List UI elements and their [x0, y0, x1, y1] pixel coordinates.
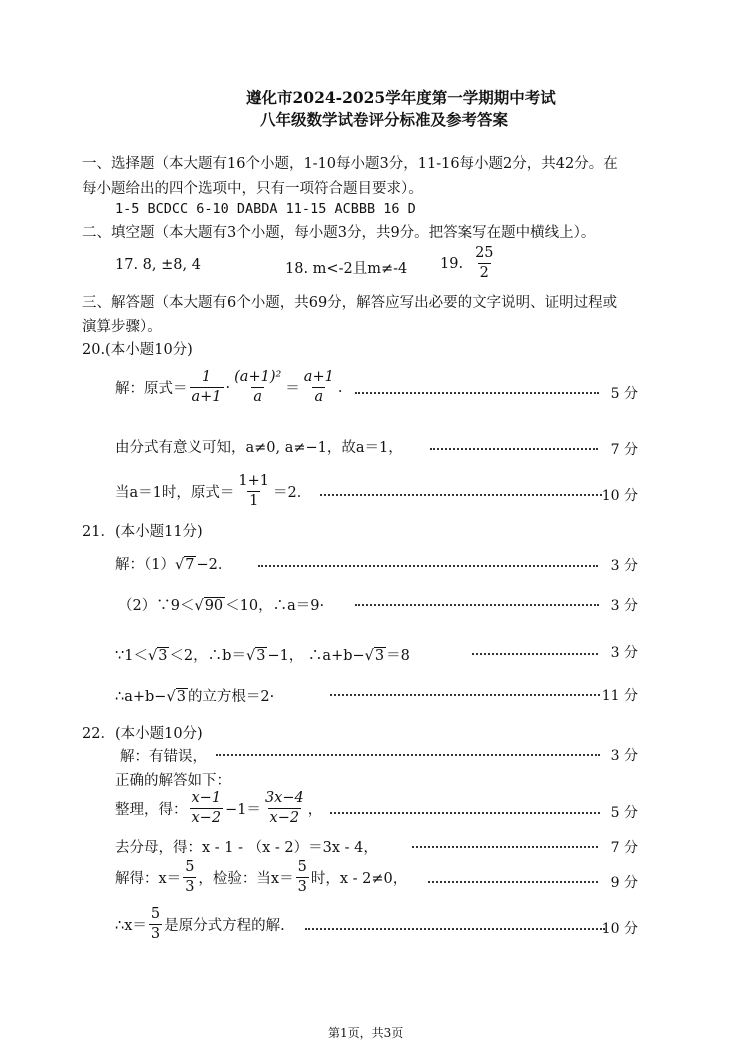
numerator: 1 — [201, 369, 212, 385]
page-subtitle: 八年级数学试卷评分标准及参考答案 — [260, 110, 509, 129]
answer-q17: 17. 8, ±8, 4 — [115, 257, 201, 273]
q21-score3: 3 分 — [610, 645, 638, 661]
q21-line4-a: ∴a+b− — [115, 689, 167, 705]
q22-line5 — [115, 858, 407, 897]
q19-fraction — [473, 244, 495, 283]
section3-heading: 三、解答题（本大题有6个小题，共69分，解答应写出必要的文字说明、证明过程或 — [82, 295, 618, 311]
numerator: 5 — [150, 906, 161, 922]
q22-line6-fraction — [149, 905, 162, 944]
radicand: 7 — [185, 557, 195, 573]
choice-answers: 1-5 BCDCC 6-10 DABDA 11-15 ACBBB 16 D — [115, 201, 416, 217]
q19-denominator: 2 — [479, 265, 489, 281]
q21-score2: 3 分 — [610, 598, 638, 614]
q22-line6-b: 是原分式方程的解. — [164, 918, 285, 934]
section3-heading-cont: 演算步骤）。 — [82, 319, 162, 335]
leader-dots — [412, 846, 598, 848]
leader-dots — [428, 881, 598, 883]
page-title: 遵化市2024-2025学年度第一学期期中考试 — [246, 88, 556, 107]
q22-heading: 22．(本小题10分) — [82, 726, 203, 742]
radicand: 3 — [176, 689, 186, 705]
denominator: 3 — [185, 879, 195, 895]
leader-dots — [216, 754, 600, 756]
denominator: 3 — [150, 926, 161, 942]
sqrt-symbol: √ — [245, 648, 256, 664]
numerator: (a+1)² — [234, 369, 282, 385]
sqrt-symbol: √ — [166, 689, 176, 705]
q21-heading: 21．(本小题11分) — [82, 524, 203, 540]
numerator: 5 — [297, 859, 307, 875]
q22-fraction1 — [190, 789, 224, 828]
q21-score4: 11 分 — [601, 688, 638, 704]
denominator: a — [314, 389, 324, 405]
leader-dots — [355, 392, 599, 394]
q22-line3 — [115, 789, 322, 828]
q20-line3-prefix: 当a＝1时，原式＝ — [115, 485, 235, 501]
section2-heading: 二、填空题（本大题有3个小题，每小题3分，共9分。把答案写在题中横线上）。 — [82, 225, 596, 241]
q22-line3-mid: −1＝ — [225, 802, 261, 818]
page-footer: 第1页，共3页 — [328, 1026, 404, 1040]
q21-line3-c: −1， ∴a+b− — [267, 648, 365, 664]
q20-line3 — [115, 472, 311, 511]
q20-line3-suffix: ＝2． — [272, 485, 312, 501]
dot-operator: · — [225, 379, 231, 396]
q21-line2-text: （2）∵9＜ — [118, 598, 195, 614]
q21-line2 — [118, 594, 324, 615]
equals-sign: ＝ — [285, 381, 300, 397]
q21-line3-b: ＜2，∴b＝ — [169, 648, 246, 664]
q22-score4: 7 分 — [610, 840, 638, 856]
numerator: x−1 — [191, 790, 222, 806]
q22-line5-fraction1 — [183, 858, 196, 897]
q22-line5-c: 时，x - 2≠0， — [310, 871, 408, 887]
q22-line3-prefix: 整理，得： — [115, 802, 188, 818]
answer-q19 — [440, 244, 498, 283]
q21-line1 — [115, 553, 232, 574]
q20-score2: 7 分 — [610, 442, 638, 458]
q22-line4: 去分母，得：x - 1 - （x - 2）＝3x - 4， — [115, 840, 378, 856]
q20-heading: 20.(本小题10分) — [82, 342, 193, 358]
q22-score6: 10 分 — [601, 921, 638, 937]
q20-fraction2 — [232, 368, 283, 407]
q20-line3-fraction — [236, 472, 271, 511]
leader-dots — [305, 928, 605, 930]
leader-dots — [472, 653, 598, 655]
sqrt-symbol: √ — [147, 648, 158, 664]
leader-dots — [330, 812, 600, 814]
sqrt-symbol: √ — [364, 648, 374, 664]
sqrt-symbol: √ — [174, 557, 185, 573]
numerator: 3x−4 — [264, 790, 304, 806]
q22-score5: 9 分 — [610, 875, 638, 891]
section1-heading-cont: 每小题给出的四个选项中，只有一项符合题目要求）。 — [82, 181, 423, 197]
numerator: 1+1 — [238, 473, 269, 489]
leader-dots — [355, 604, 599, 606]
q19-label: 19. — [440, 255, 464, 272]
numerator: a+1 — [303, 369, 334, 385]
q21-line3-d: ＝8 — [386, 648, 410, 664]
section1-heading: 一、选择题（本大题有16个小题，1-10每小题3分，11-16每小题2分，共42分。在 — [82, 156, 618, 172]
leader-dots — [258, 565, 598, 567]
radicand: 3 — [374, 648, 385, 664]
q22-line6 — [115, 905, 285, 944]
q21-line3-a: ∵1＜ — [115, 648, 148, 664]
q20-line2: 由分式有意义可知，a≠0, a≠−1，故a＝1， — [115, 440, 403, 456]
leader-dots — [330, 694, 600, 696]
q20-line1-prefix: 解：原式＝ — [115, 381, 188, 397]
sqrt-symbol: √ — [194, 598, 204, 614]
q22-line1: 解：有错误， — [120, 749, 207, 765]
q22-score3: 5 分 — [610, 805, 638, 821]
q21-line2-tail: ＜10，∴a＝9· — [225, 598, 325, 614]
denominator: x−2 — [191, 810, 222, 826]
q21-score1: 3 分 — [610, 558, 638, 574]
q21-line4-b: 的立方根＝2· — [187, 689, 275, 705]
q20-line1 — [115, 368, 342, 407]
q22-line5-b: ，检验：当x＝ — [198, 871, 294, 887]
q22-line5-fraction2 — [296, 858, 309, 897]
q21-line3 — [115, 644, 410, 665]
radicand: 3 — [256, 648, 266, 664]
period: . — [337, 379, 343, 396]
q22-score1: 3 分 — [610, 748, 638, 764]
q22-fraction2 — [263, 789, 306, 828]
q20-fraction1 — [190, 368, 224, 407]
q20-fraction3 — [302, 368, 336, 407]
denominator: 1 — [249, 493, 259, 509]
denominator: 3 — [297, 879, 307, 895]
q19-numerator: 25 — [475, 245, 494, 261]
leader-dots — [320, 494, 602, 496]
q22-line2: 正确的解答如下： — [115, 773, 231, 789]
q20-score3: 10 分 — [601, 488, 638, 504]
answer-q18: 18. m<-2且m≠-4 — [285, 261, 408, 277]
denominator: a — [253, 389, 263, 405]
numerator: 5 — [185, 859, 195, 875]
denominator: x−2 — [269, 810, 300, 826]
q22-line3-tail: ， — [307, 802, 323, 818]
q21-line1-tail: −2． — [196, 557, 233, 573]
q20-score1: 5 分 — [610, 386, 638, 402]
leader-dots — [430, 448, 598, 450]
q22-line5-a: 解得：x＝ — [115, 871, 182, 887]
radicand: 90 — [204, 598, 224, 614]
radicand: 3 — [158, 648, 168, 664]
q21-line4 — [115, 685, 274, 706]
denominator: a+1 — [191, 389, 222, 405]
q21-line1-text: 解：（1） — [115, 557, 175, 573]
q22-line6-a: ∴x＝ — [115, 918, 147, 934]
